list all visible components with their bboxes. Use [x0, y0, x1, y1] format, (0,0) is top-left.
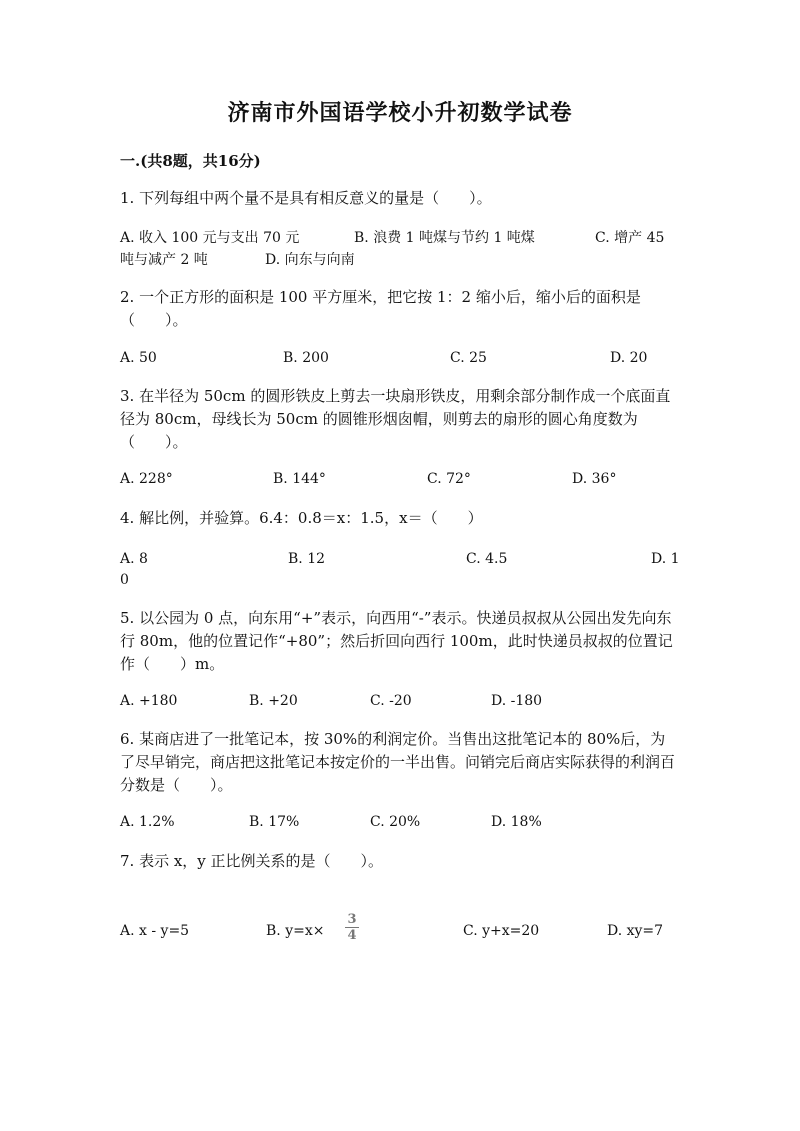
option-a: A. 228° — [120, 471, 173, 487]
option-c: C. -20 — [370, 693, 412, 709]
option-c: C. 72° — [427, 471, 471, 487]
question-5-options — [120, 690, 680, 713]
option-d: D. -180 — [491, 693, 543, 709]
section-heading: 一.(共8题，共16分) — [120, 152, 261, 170]
option-d-continued: 0 — [120, 572, 129, 588]
question-1-options-line-1 — [120, 227, 680, 250]
option-a: A. x - y=5 — [120, 923, 190, 939]
option-b: B. +20 — [249, 693, 298, 709]
option-b: B. 浪费 1 吨煤与节约 1 吨煤 — [354, 230, 535, 246]
option-c: C. 增产 45 — [595, 230, 665, 246]
question-6-stem: 6. 某商店进了一批笔记本，按 30%的利润定价。当售出这批笔记本的 80%后，为了尽早销完，商店把这批笔记本按定价的一半出售。问销完后商店实际获得的利润百分数是（ ）。 — [120, 730, 676, 794]
fraction-denominator: 4 — [347, 928, 357, 943]
option-a: A. 50 — [120, 350, 157, 366]
question-1-stem: 1. 下列每组中两个量不是具有相反意义的量是（ ）。 — [120, 189, 492, 207]
option-b: B. 12 — [288, 551, 326, 567]
question-7-stem: 7. 表示 x，y 正比例关系的是（ ）。 — [120, 852, 384, 870]
option-c: C. 25 — [450, 350, 487, 366]
option-b: B. 144° — [273, 471, 326, 487]
question-5-stem: 5. 以公园为 0 点，向东用“+”表示，向西用“-”表示。快递员叔叔从公园出发先向东行 80m，他的位置记作“+80”；然后折回向西行 100m，此时快递员叔叔的位置记作（ ）m。 — [120, 609, 673, 673]
fraction-numerator: 3 — [345, 912, 359, 928]
option-c: C. 4.5 — [466, 551, 508, 567]
question-1-options-line-2 — [120, 249, 680, 272]
page-title: 济南市外国语学校小升初数学试卷 — [227, 100, 573, 126]
option-d: D. xy=7 — [607, 923, 664, 939]
option-c: C. 20% — [370, 814, 421, 830]
question-7-options — [120, 912, 680, 943]
question-6-options — [120, 811, 680, 834]
option-d: D. 20 — [610, 350, 648, 366]
question-4-options — [120, 548, 680, 571]
option-a: A. 8 — [120, 551, 148, 567]
option-d: D. 向东与向南 — [265, 252, 355, 268]
question-3-options — [120, 468, 680, 491]
option-d: D. 18% — [491, 814, 542, 830]
option-b: B. 17% — [249, 814, 300, 830]
option-d: D. 1 — [651, 551, 680, 567]
option-a: A. +180 — [120, 693, 178, 709]
option-c: C. y+x=20 — [463, 923, 540, 939]
question-2-stem: 2. 一个正方形的面积是 100 平方厘米，把它按 1：2 缩小后，缩小后的面积是（ ）。 — [120, 288, 641, 329]
option-b: B. 200 — [283, 350, 329, 366]
option-a: A. 收入 100 元与支出 70 元 — [120, 230, 300, 246]
fraction-three-quarters — [345, 912, 359, 943]
option-b: B. y=x× — [266, 923, 325, 939]
question-3-stem: 3. 在半径为 50cm 的圆形铁皮上剪去一块扇形铁皮，用剩余部分制作成一个底面直径为 80cm，母线长为 50cm 的圆锥形烟囱帽，则剪去的扇形的圆心角度数为（ ）。 — [120, 387, 671, 451]
question-2-options — [120, 347, 680, 370]
option-d: D. 36° — [572, 471, 617, 487]
option-c-continued: 吨与减产 2 吨 — [120, 252, 208, 268]
question-4-stem: 4. 解比例，并验算。6.4：0.8＝x：1.5，x＝（ ） — [120, 509, 483, 527]
option-a: A. 1.2% — [120, 814, 175, 830]
